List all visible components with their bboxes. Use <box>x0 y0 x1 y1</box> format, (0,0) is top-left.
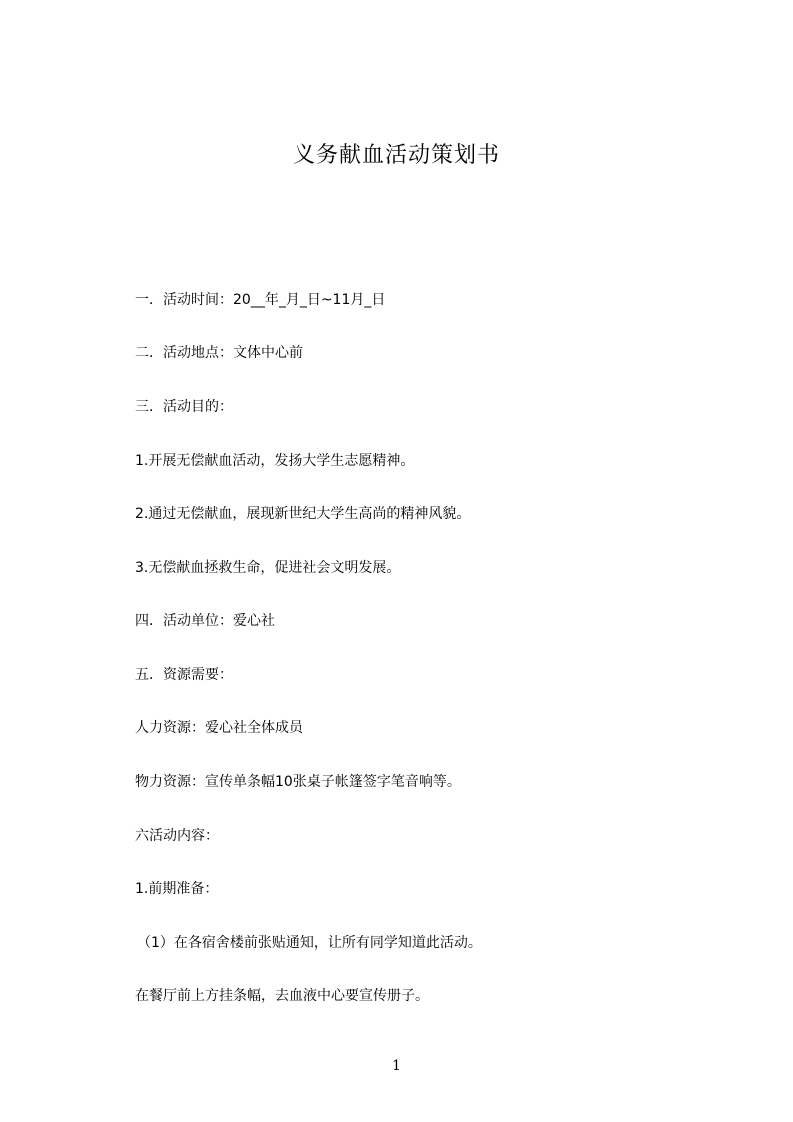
page-number: 1 <box>392 1058 401 1074</box>
paragraph-preparation-continuation: 在餐厅前上方挂条幅，去血液中心要宣传册子。 <box>135 988 429 1004</box>
paragraph-purpose-item-2: 2.通过无偿献血，展现新世纪大学生高尚的精神风貌。 <box>135 506 471 522</box>
paragraph-activity-purpose-heading: 三．活动目的： <box>135 399 233 415</box>
paragraph-activity-location: 二．活动地点：文体中心前 <box>135 345 303 361</box>
document-title: 义务献血活动策划书 <box>292 143 500 168</box>
paragraph-purpose-item-1: 1.开展无偿献血活动，发扬大学生志愿精神。 <box>135 453 415 469</box>
paragraph-activity-unit: 四．活动单位：爱心社 <box>135 613 275 629</box>
paragraph-human-resources: 人力资源：爱心社全体成员 <box>135 720 303 736</box>
paragraph-purpose-item-3: 3.无偿献血拯救生命，促进社会文明发展。 <box>135 560 401 576</box>
paragraph-activity-time: 一．活动时间：20__年_月_日~11月_日 <box>135 292 386 308</box>
paragraph-preparation-heading: 1.前期准备： <box>135 881 219 897</box>
paragraph-preparation-item-1: （1）在各宿舍楼前张贴通知，让所有同学知道此活动。 <box>137 935 482 951</box>
paragraph-resource-needs-heading: 五．资源需要： <box>135 667 233 683</box>
paragraph-activity-content-heading: 六活动内容： <box>135 828 219 844</box>
paragraph-material-resources: 物力资源：宣传单条幅10张桌子帐篷签字笔音响等。 <box>135 774 461 790</box>
